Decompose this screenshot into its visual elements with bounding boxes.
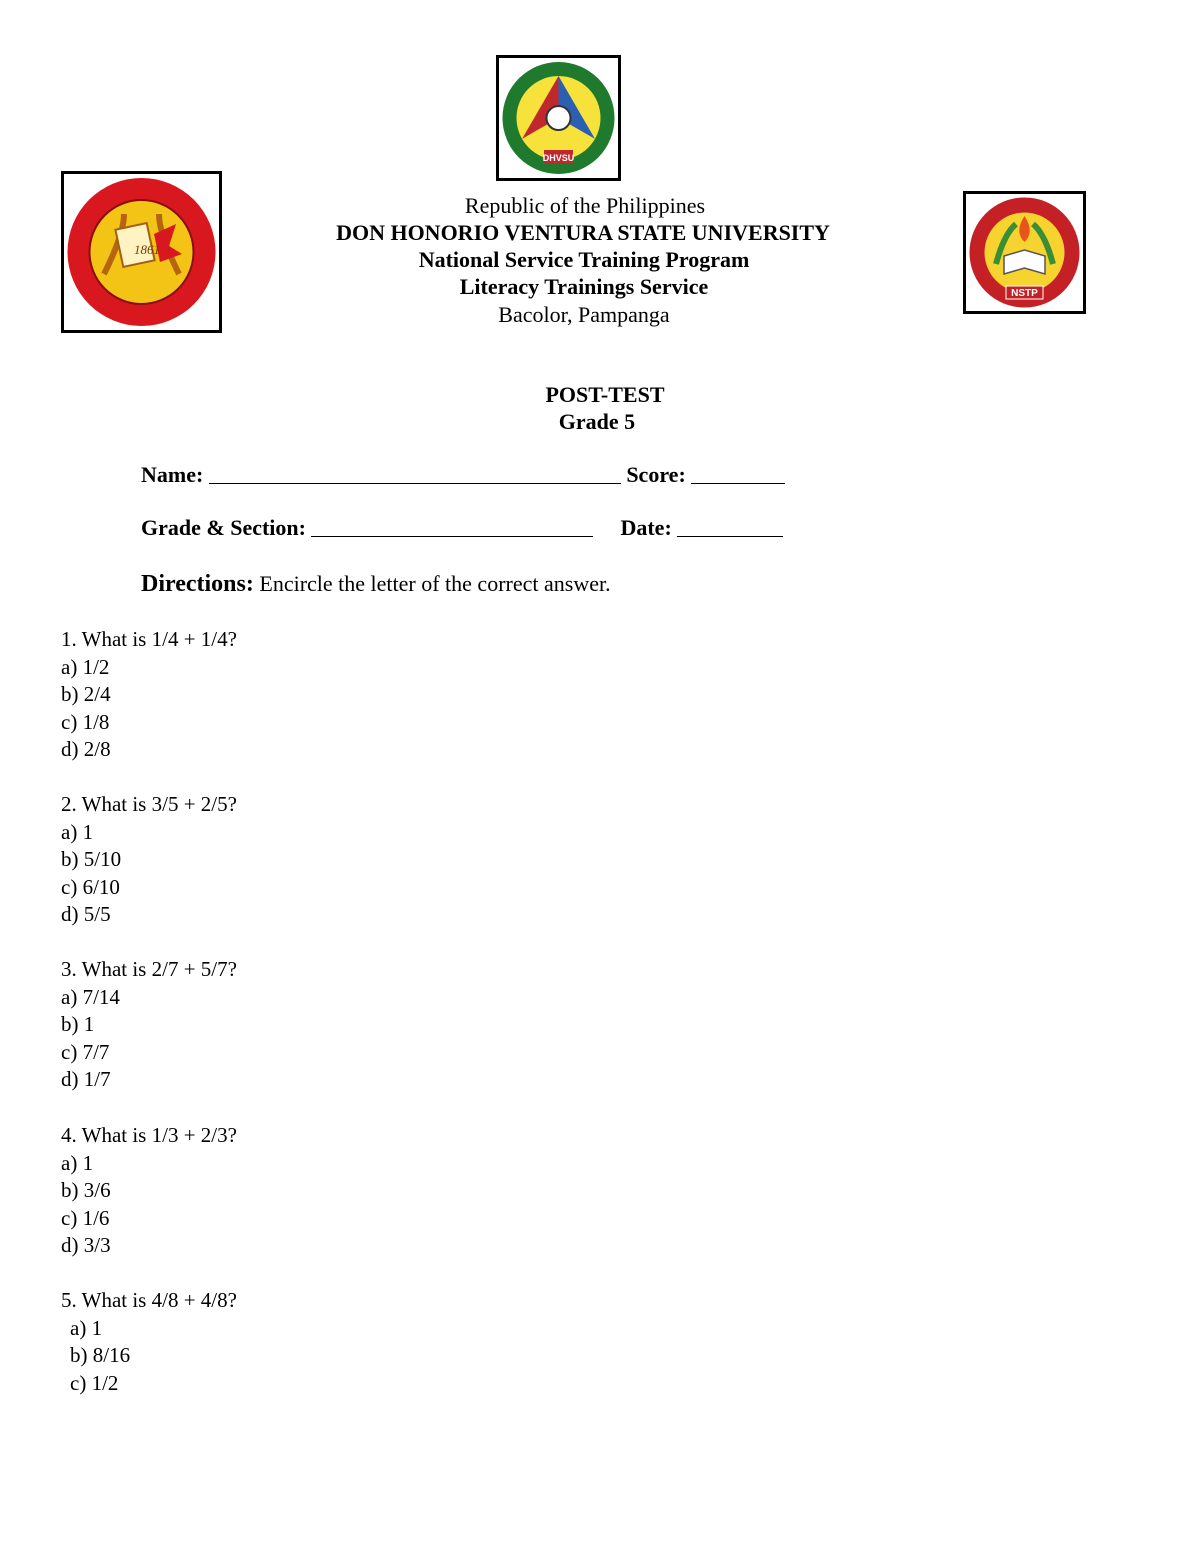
grade-section-field[interactable]: [311, 516, 593, 537]
svg-text:NSTP: NSTP: [1011, 288, 1038, 299]
question-2: [61, 791, 237, 929]
svg-text:DHVSU: DHVSU: [542, 153, 575, 163]
nstp-seal-icon: [499, 58, 618, 178]
option-d[interactable]: d) 5/5: [61, 902, 111, 926]
republic-line: Republic of the Philippines: [464, 193, 706, 218]
date-field[interactable]: [677, 516, 783, 537]
option-b[interactable]: b) 2/4: [61, 682, 111, 706]
question-3: [61, 956, 237, 1094]
grade-section-label: Grade & Section:: [141, 515, 306, 540]
option-a[interactable]: a) 1: [61, 1150, 94, 1175]
option-b[interactable]: b) 5/10: [61, 847, 122, 871]
option-b[interactable]: b) 1: [61, 1012, 95, 1036]
option-c[interactable]: c) 1/8: [61, 709, 110, 734]
program-name: National Service Training Program: [418, 247, 750, 272]
option-c[interactable]: c) 7/7: [61, 1039, 110, 1064]
option-b[interactable]: b) 8/16: [70, 1343, 131, 1367]
option-d[interactable]: d) 2/8: [61, 737, 111, 761]
location-line: Bacolor, Pampanga: [498, 302, 670, 327]
question-1: [61, 626, 237, 764]
score-field[interactable]: [691, 463, 785, 484]
option-a[interactable]: a) 1: [70, 1315, 103, 1340]
option-a[interactable]: a) 1: [61, 819, 94, 844]
question-text: 4. What is 1/3 + 2/3?: [61, 1123, 237, 1147]
test-title: POST-TEST: [545, 382, 665, 407]
svg-text:1861: 1861: [134, 242, 160, 257]
directions-text: Encircle the letter of the correct answer.: [259, 571, 611, 596]
option-d[interactable]: d) 3/3: [61, 1233, 111, 1257]
question-4: [61, 1122, 237, 1260]
nstp-dhvsu-logo: [496, 55, 621, 181]
date-label: Date:: [620, 515, 672, 540]
directions: [141, 570, 611, 598]
option-a[interactable]: a) 7/14: [61, 984, 120, 1009]
option-c[interactable]: c) 1/2: [70, 1370, 119, 1395]
service-name: Literacy Trainings Service: [459, 274, 709, 299]
option-b[interactable]: b) 3/6: [61, 1178, 111, 1202]
option-c[interactable]: c) 6/10: [61, 874, 120, 899]
question-5: [61, 1287, 237, 1397]
test-grade: Grade 5: [558, 409, 636, 434]
question-text: 2. What is 3/5 + 2/5?: [61, 792, 237, 816]
directions-label: Directions:: [141, 571, 254, 597]
question-text: 5. What is 4/8 + 4/8?: [61, 1288, 237, 1312]
grade-date-row: [141, 515, 783, 541]
name-score-row: [141, 462, 785, 488]
option-a[interactable]: a) 1/2: [61, 654, 110, 679]
university-name: DON HONORIO VENTURA STATE UNIVERSITY: [336, 220, 830, 245]
name-label: Name:: [141, 462, 204, 487]
option-d[interactable]: d) 1/7: [61, 1067, 111, 1091]
score-label: Score:: [626, 462, 686, 487]
question-text: 3. What is 2/7 + 5/7?: [61, 957, 237, 981]
question-text: 1. What is 1/4 + 1/4?: [61, 627, 237, 651]
option-c[interactable]: c) 1/6: [61, 1205, 110, 1230]
name-field[interactable]: [209, 463, 621, 484]
